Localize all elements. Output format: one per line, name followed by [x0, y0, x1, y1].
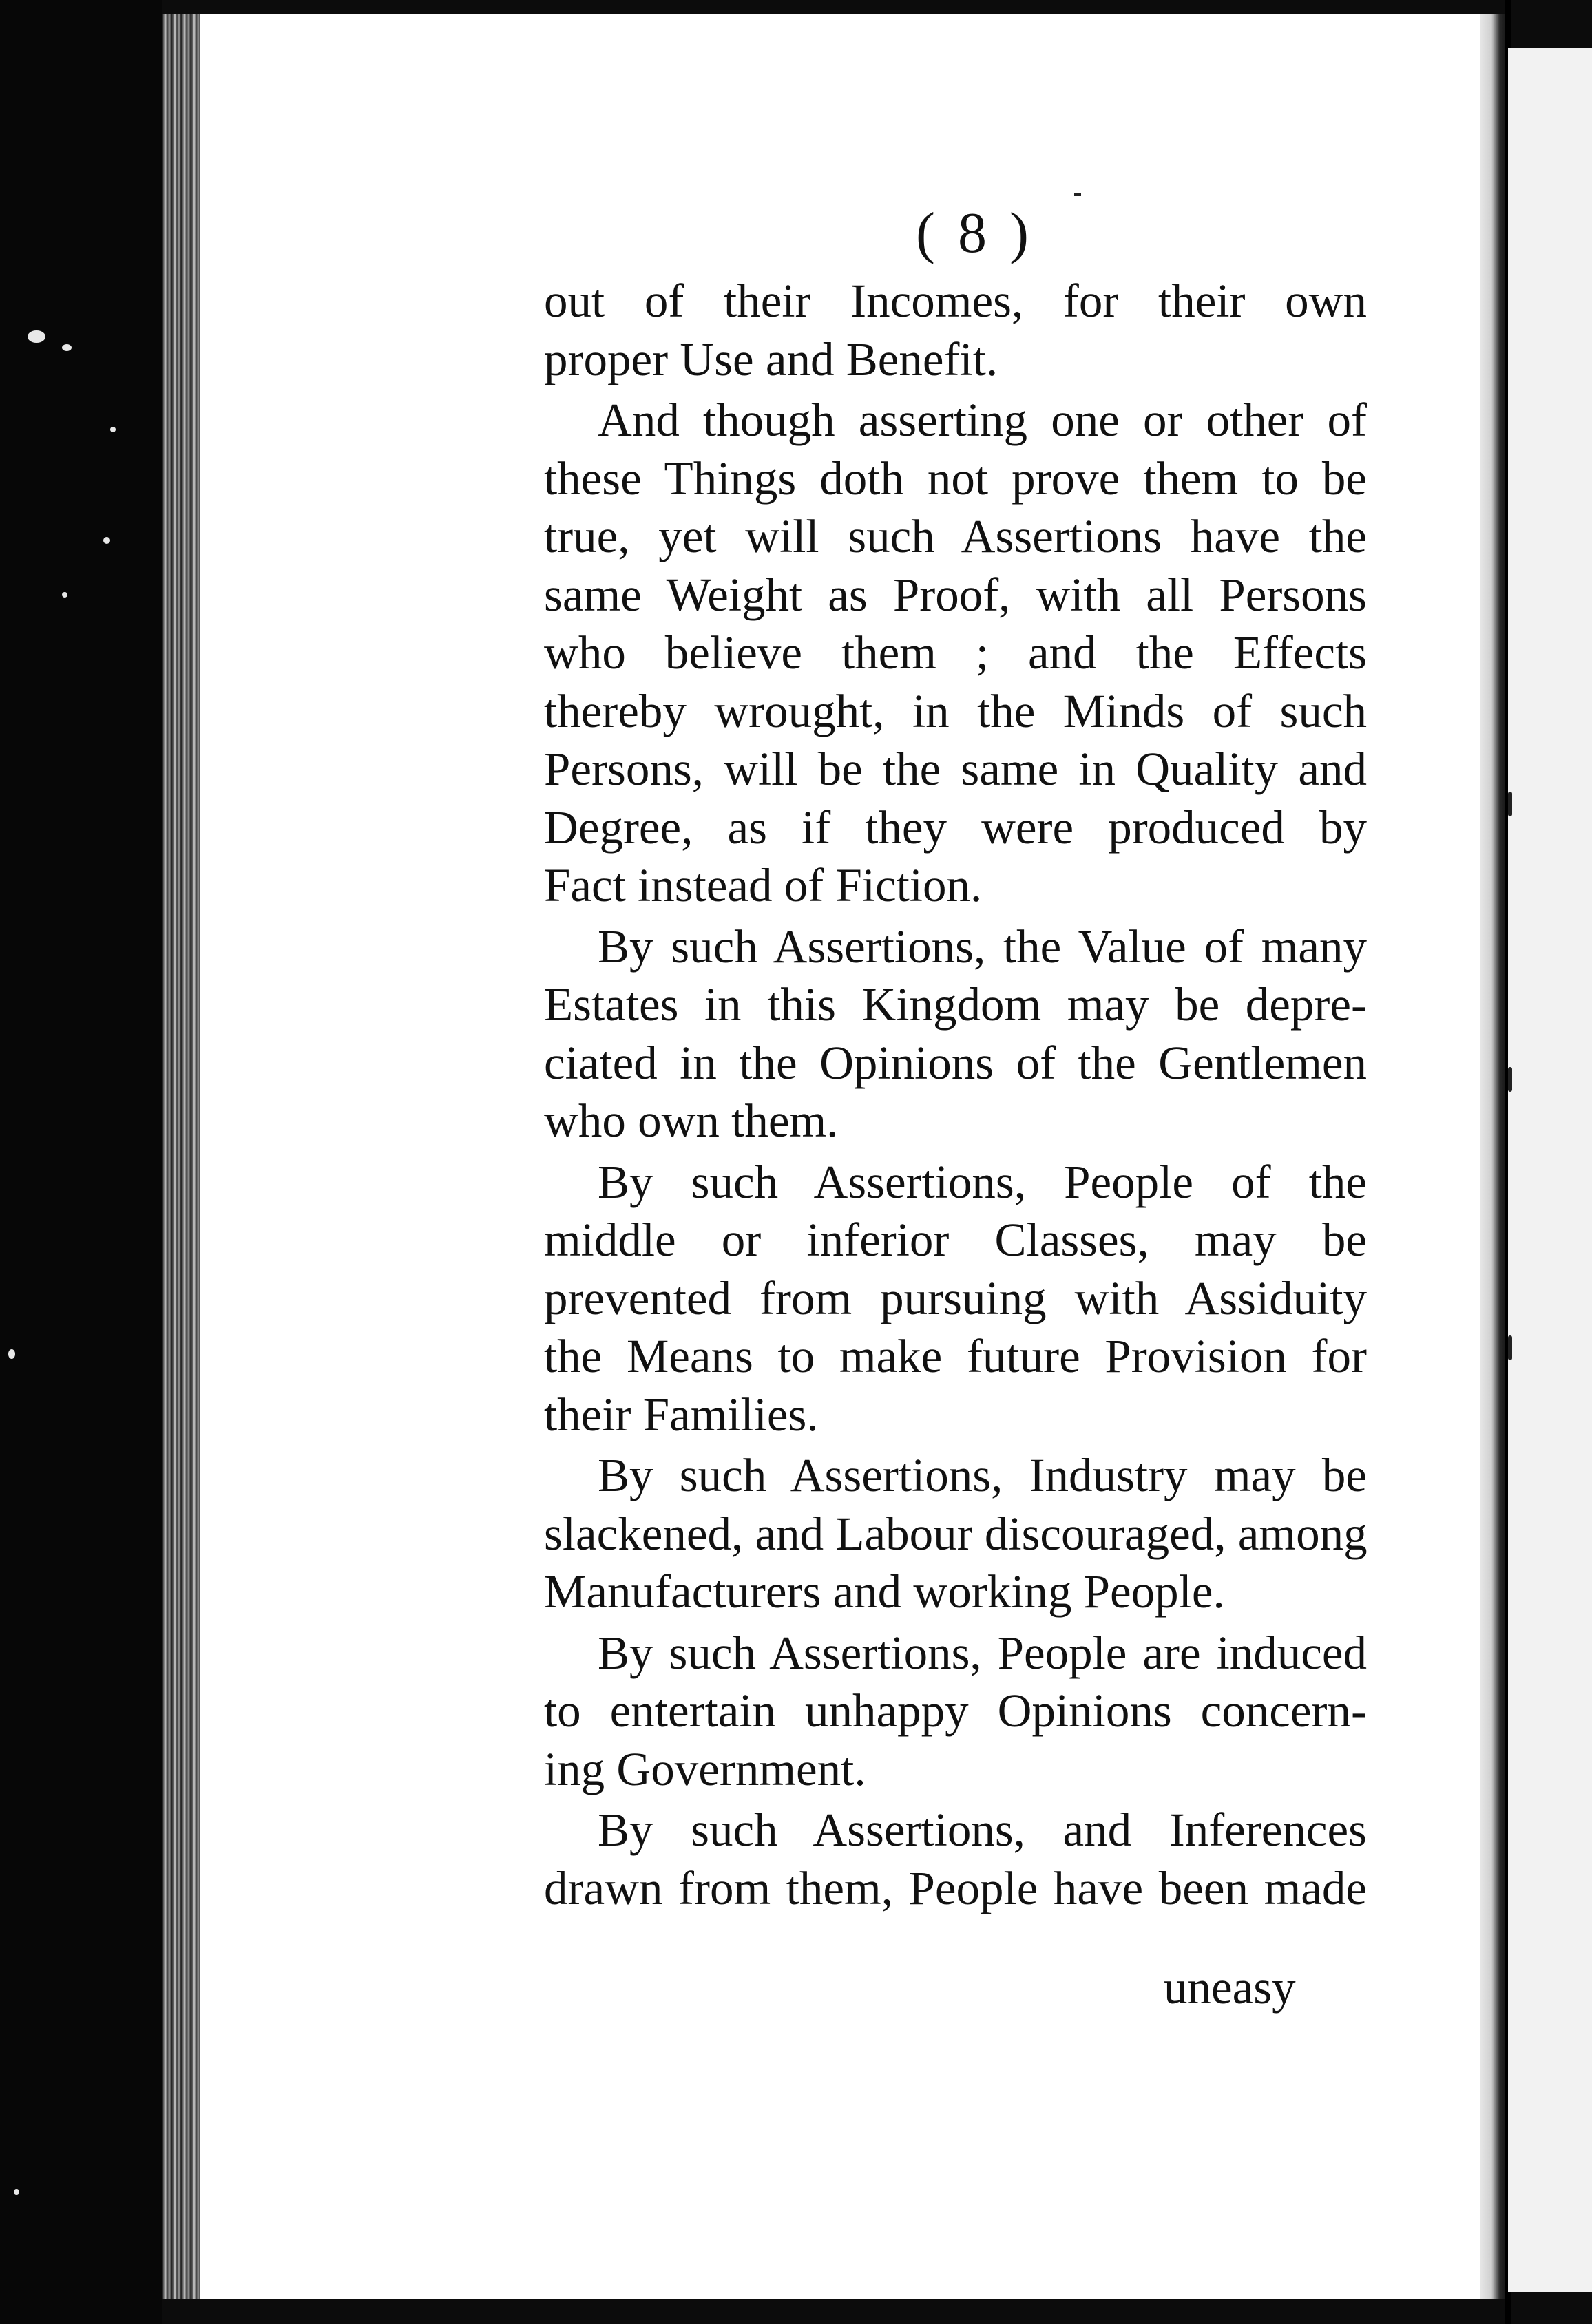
- text-line: By such Assertions, People are induced: [598, 1626, 1367, 1679]
- text-line: their Families.: [544, 1388, 819, 1441]
- scan-speck: [103, 537, 110, 544]
- scan-speck: [62, 344, 72, 351]
- page-number: ( 8 ): [916, 201, 1033, 265]
- text-line: these Things doth not prove them to be: [544, 452, 1367, 505]
- scan-mark: [1508, 792, 1512, 816]
- text-line: Manufacturers and working People.: [544, 1565, 1225, 1618]
- text-line: who own them.: [544, 1095, 839, 1147]
- text-line: proper Use and Benefit.: [544, 332, 998, 385]
- text-line: thereby wrought, in the Minds of such: [544, 684, 1367, 737]
- catchword: uneasy: [1164, 1961, 1296, 2014]
- text-line: By such Assertions, and Inferences: [598, 1804, 1367, 1856]
- text-line: drawn from them, People have been made: [544, 1861, 1367, 1914]
- text-line: out of their Incomes, for their own: [544, 275, 1367, 327]
- text-line: And though asserting one or other of: [598, 394, 1367, 446]
- page-gutter: [162, 14, 203, 2299]
- scan-border-left: [0, 0, 162, 2324]
- text-line: By such Assertions, Industry may be: [598, 1449, 1367, 1501]
- scan-mark: [1508, 1067, 1512, 1092]
- text-line: middle or inferior Classes, may be: [544, 1214, 1367, 1266]
- scan-speck: [8, 1349, 15, 1359]
- text-line: true, yet will such Assertions have the: [544, 510, 1367, 562]
- text-line: Estates in this Kingdom may be depre-: [544, 978, 1367, 1031]
- text-line: ing Government.: [544, 1742, 866, 1795]
- text-line: By such Assertions, People of the: [598, 1155, 1367, 1208]
- scan-speck: [14, 2189, 19, 2195]
- text-line: who believe them ; and the Effects: [544, 626, 1367, 679]
- ink-mark: [1074, 193, 1081, 196]
- text-line: prevented from pursuing with Assiduity: [544, 1271, 1367, 1324]
- text-line: Degree, as if they were produced by: [544, 801, 1367, 854]
- text-line: By such Assertions, the Value of many: [598, 920, 1367, 973]
- facing-page-edge: [1508, 48, 1592, 2292]
- page-edge-right: [1480, 14, 1508, 2299]
- scan-speck: [28, 330, 45, 343]
- text-line: Persons, will be the same in Quality and: [544, 743, 1367, 795]
- text-line: Fact instead of Fiction.: [544, 859, 983, 911]
- text-line: to entertain unhappy Opinions concern-: [544, 1684, 1367, 1737]
- scan-speck: [62, 592, 67, 598]
- body-text: [544, 272, 1367, 1917]
- text-line: slackened, and Labour discouraged, among: [544, 1507, 1368, 1560]
- scan-mark: [1508, 1335, 1512, 1360]
- text-line: same Weight as Proof, with all Persons: [544, 568, 1367, 621]
- scan-speck: [110, 427, 116, 432]
- text-line: the Means to make future Provision for: [544, 1330, 1367, 1382]
- text-line: ciated in the Opinions of the Gentlemen: [544, 1036, 1367, 1089]
